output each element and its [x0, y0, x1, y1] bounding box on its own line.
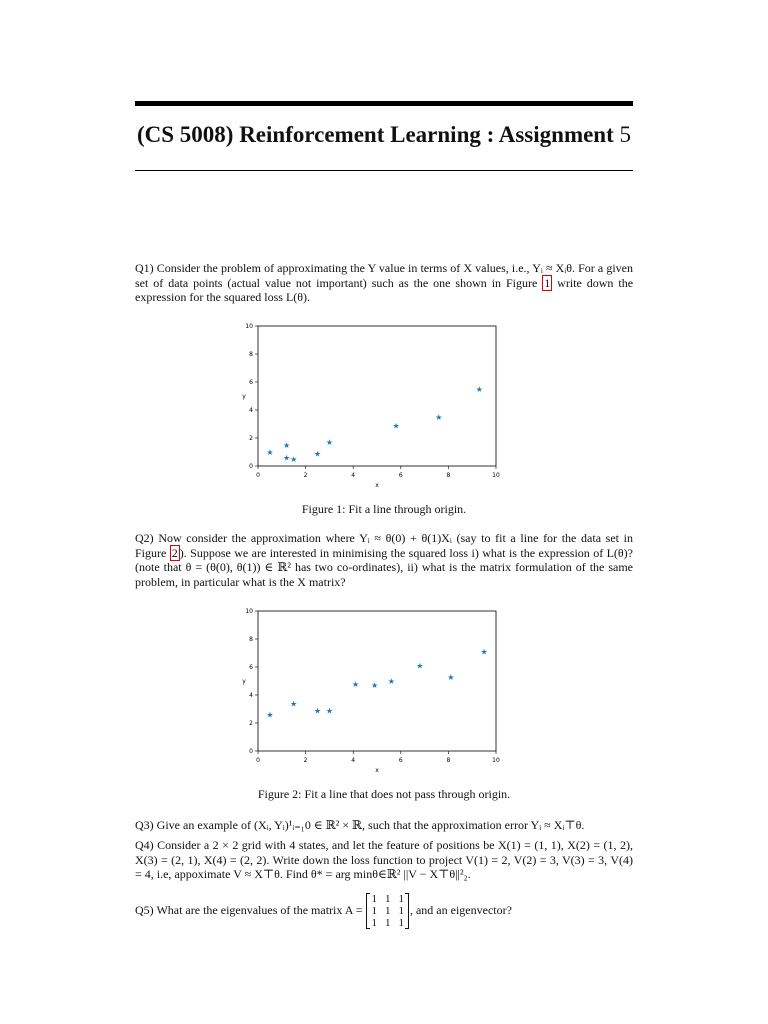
top-rule — [135, 101, 633, 106]
fig1-x-tick-label-0: 0 — [256, 472, 260, 479]
fig2-point-5: ★ — [371, 681, 379, 691]
title-number: 5 — [619, 122, 632, 147]
fig2-x-axis-label: x — [375, 767, 379, 774]
fig2-y-tick-label-3: 6 — [249, 664, 253, 671]
fig1-point-6: ★ — [392, 421, 400, 431]
fig1-point-1: ★ — [282, 441, 291, 450]
fig1-point-8: ★ — [475, 385, 483, 394]
fig1-x-tick-label-4: 8 — [446, 472, 451, 479]
question-5: Q5) What are the eigenvalues of the matrix A = 1 1 1 1 1 1 1 1 1 , and an eigenvector? — [135, 893, 512, 929]
fig1-y-axis-label: y — [242, 393, 246, 400]
fig1-x-tick-label-3: 6 — [398, 472, 403, 479]
fig1-y-tick-label-0: 0 — [249, 463, 253, 470]
fig2-y-tick-label-4: 8 — [249, 636, 253, 643]
fig2-point-1: ★ — [290, 699, 298, 709]
title-rule — [135, 170, 633, 171]
fig1-axes-frame — [258, 326, 496, 466]
fig2-x-tick-label-5: 10 — [492, 757, 500, 764]
fig2-x-tick-label-2: 4 — [351, 757, 356, 764]
figure-1-caption: Figure 1: Fit a line through origin. — [301, 502, 467, 516]
fig2-point-8: ★ — [447, 672, 455, 682]
figure-2-caption: Figure 2: Fit a line that does not pass through origin. — [257, 787, 511, 801]
matrix-a: 1 1 1 1 1 1 1 1 1 — [367, 893, 408, 929]
fig2-point-0: ★ — [266, 710, 274, 720]
fig1-y-tick-label-1: 2 — [249, 435, 253, 442]
fig2-point-9: ★ — [480, 647, 488, 657]
fig2-point-6: ★ — [387, 677, 395, 686]
figure-2-link[interactable]: 2 — [171, 545, 178, 560]
fig1-point-2: ★ — [282, 453, 291, 463]
fig1-point-5: ★ — [325, 438, 333, 448]
fig2-x-tick-label-0: 0 — [256, 757, 260, 764]
fig2-x-tick-label-3: 6 — [398, 757, 403, 764]
fig1-x-tick-label-1: 2 — [303, 472, 308, 479]
fig1-y-tick-label-5: 10 — [245, 323, 253, 330]
fig1-y-tick-label-2: 4 — [249, 407, 253, 414]
fig2-x-tick-label-4: 8 — [446, 757, 451, 764]
question-2: Q2) Now consider the approximation where Yᵢ ≈ θ(0) + θ(1)Xᵢ (say to fit a line for the data set in Figure 2 ). Suppose we are interested in minimising the squared loss i) what is the expression of L(θ)? (note that θ = (θ(0), θ(1)) ∈ ℝ² has two co-ordinates), ii) what is the matrix formulation of the same problem, in particular what is the X matrix? — [135, 531, 634, 589]
fig1-x-tick-label-5: 10 — [492, 472, 500, 479]
fig1-point-7: ★ — [435, 413, 443, 422]
page-title — [135, 122, 633, 148]
fig1-point-4: ★ — [313, 449, 322, 459]
fig2-y-tick-label-5: 10 — [245, 608, 253, 615]
fig2-y-tick-label-1: 2 — [249, 720, 253, 727]
fig2-point-3: ★ — [325, 706, 333, 716]
figure-2-scatter-plot — [240, 603, 520, 781]
title-main: (CS 5008) Reinforcement Learning : Assignment — [136, 122, 614, 147]
fig2-y-tick-label-2: 4 — [249, 692, 253, 699]
fig1-point-3: ★ — [290, 455, 298, 464]
figure-1-link[interactable]: 1 — [544, 275, 551, 290]
fig1-y-tick-label-3: 6 — [249, 379, 253, 386]
question-3: Q3) Give an example of (Xᵢ, Yᵢ)¹ᵢ₌₁0 ∈ ℝ² × ℝ, such that the approximation error Yᵢ ≈ Xᵢ⊤θ. — [135, 818, 585, 832]
fig2-point-7: ★ — [416, 661, 424, 671]
figure-1-scatter-plot — [240, 318, 520, 496]
fig1-y-tick-label-4: 8 — [249, 351, 253, 358]
fig2-x-tick-label-1: 2 — [303, 757, 308, 764]
question-1: Q1) Consider the problem of approximating the Y value in terms of X values, i.e., Yᵢ ≈ Xᵢθ. For a given set of data points (actual value not important) such as the one shown in Figure 1 write down the expression for the squared loss L(θ). — [135, 261, 634, 304]
fig1-x-tick-label-2: 4 — [351, 472, 356, 479]
fig2-point-2: ★ — [313, 706, 322, 716]
fig1-x-axis-label: x — [375, 482, 379, 489]
fig2-y-axis-label: y — [242, 678, 246, 685]
fig2-y-tick-label-0: 0 — [249, 748, 253, 755]
fig2-point-4: ★ — [351, 679, 360, 689]
figure-1 — [240, 318, 520, 496]
figure-2 — [240, 603, 520, 781]
question-4: Q4) Consider a 2 × 2 grid with 4 states, and let the feature of positions be X(1) = (1, 1), X(2) = (1, 2), X(3) = (2, 1), X(4) = (2, 2). Write down the loss function to project V(1) = 2, V(2) = 3, V(3) = 3, V(4) = 4, i.e, appoximate V ≈ X⊤θ. Find θ* = arg minθ∈ℝ² ||V − X⊤θ||²₂. — [135, 838, 633, 881]
fig1-point-0: ★ — [266, 448, 274, 457]
